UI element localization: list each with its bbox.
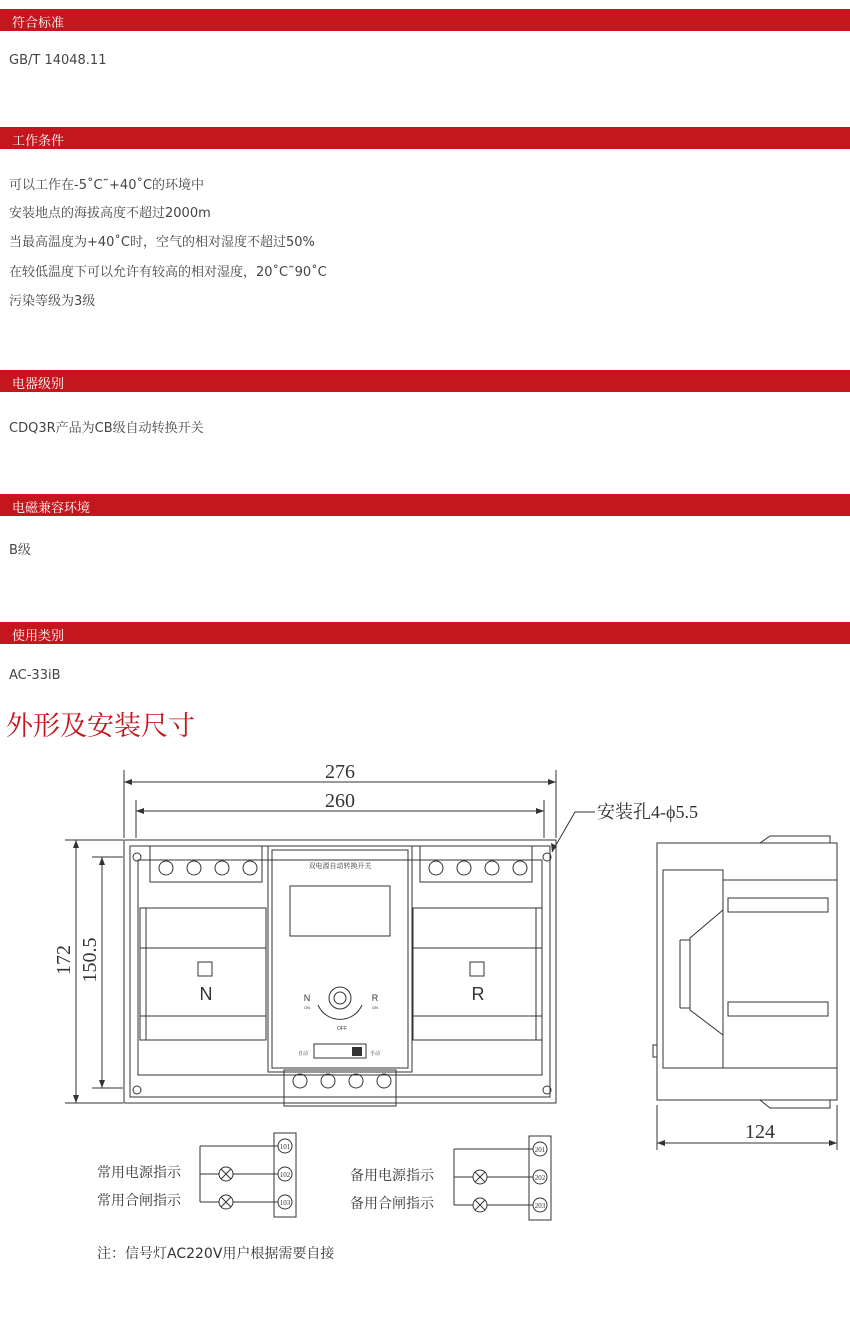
label-r: R	[471, 984, 485, 1004]
label-backup-closing: 备用合闸指示	[350, 1196, 434, 1212]
dimensions-title: 外形及安装尺寸	[6, 711, 195, 742]
terminal-203: 203	[534, 1202, 546, 1210]
section-bar-usage	[0, 622, 850, 644]
condition-line: 污染等级为3级	[9, 294, 96, 309]
dimension-276: 276	[325, 761, 355, 783]
condition-line: 安装地点的海拔高度不超过2000m	[9, 206, 211, 221]
condition-line: 可以工作在-5˚C˜+40˚C的环境中	[9, 178, 205, 193]
class-value: CDQ3R产品为CB级自动转换开关	[9, 421, 204, 436]
section-bar-conditions	[0, 127, 850, 149]
section-title: 电器级别	[12, 377, 65, 392]
standard-value: GB/T 14048.11	[9, 53, 107, 68]
condition-line: 在较低温度下可以允许有较高的相对湿度，20˚C˜90˚C	[9, 265, 327, 280]
label-on-right: ON	[372, 1005, 378, 1010]
panel-label: 双电源自动转换开关	[308, 862, 372, 870]
dimension-260: 260	[325, 790, 355, 812]
section-title: 电磁兼容环境	[12, 501, 91, 516]
label-off: OFF	[337, 1026, 347, 1032]
dimension-172: 172	[53, 945, 75, 975]
mounting-hole-label: 安装孔4-ϕ5.5	[597, 802, 698, 822]
terminal-201: 201	[534, 1146, 546, 1154]
label-n: N	[199, 984, 213, 1004]
emc-value: B级	[9, 543, 31, 558]
section-bar-emc	[0, 494, 850, 516]
section-title: 使用类别	[12, 629, 65, 644]
terminal-102: 102	[279, 1171, 291, 1179]
dimension-drawing	[0, 745, 850, 1317]
label-r-small: R	[371, 993, 379, 1003]
label-main-power: 常用电源指示	[97, 1165, 181, 1181]
label-main-closing: 常用合闸指示	[97, 1193, 181, 1209]
label-on-left: ON	[304, 1005, 310, 1010]
terminal-101: 101	[279, 1143, 291, 1151]
terminal-103: 103	[279, 1199, 291, 1207]
condition-line: 当最高温度为+40˚C时，空气的相对湿度不超过50%	[9, 235, 315, 250]
switch-label-auto: 自动	[297, 1051, 309, 1057]
section-bar-standard	[0, 9, 850, 31]
dimension-150-5: 150.5	[79, 937, 101, 983]
section-title: 工作条件	[12, 134, 65, 149]
terminal-202: 202	[534, 1174, 546, 1182]
wiring-note: 注：信号灯AC220V用户根据需要自接	[97, 1246, 335, 1262]
switch-label-manual: 手动	[369, 1051, 381, 1057]
usage-value: AC-33iB	[9, 668, 61, 683]
label-backup-power: 备用电源指示	[350, 1168, 434, 1184]
label-n-small: N	[303, 993, 311, 1003]
section-bar-class	[0, 370, 850, 392]
section-title: 符合标准	[12, 16, 65, 31]
dimension-124: 124	[745, 1121, 775, 1143]
